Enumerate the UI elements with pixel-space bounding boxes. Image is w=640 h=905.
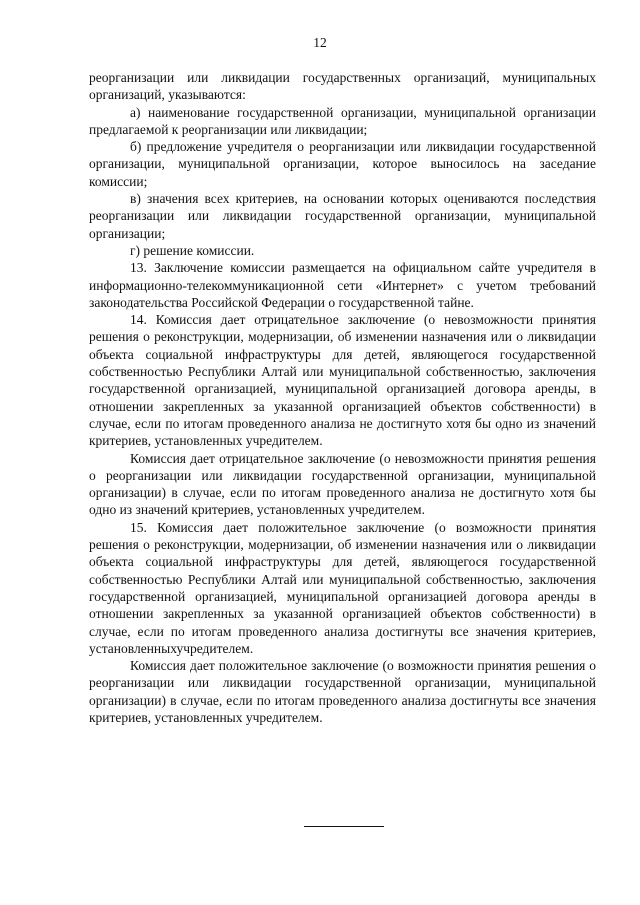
paragraph-13: 13. Заключение комиссии размещается на официальном сайте учредителя в информационно-телекоммуникационной сети «Интернет» с учетом требований законодательства Российской Федерации о государственной тайне.: [89, 260, 596, 310]
paragraph-continuation: реорганизации или ликвидации государственных организаций, муниципальных организаций, указываются:: [89, 70, 596, 103]
document-body: [89, 69, 596, 726]
paragraph-15: 15. Комиссия дает положительное заключение (о возможности принятия решения о реконструкции, модернизации, об изменении назначения или о ликвидации объекта социальной инфраструктуры для детей, являющегося государственной собственностью Республики Алтай или муниципальной собственностью, заключения государственной организацией, муниципальной организацией договора аренды в отношении закрепленных за указанной организацией объектов собственности) в случае, если по итогам проведенного анализа достигнуты все значения критериев, установленныхучредителем.: [89, 519, 596, 656]
paragraph-14-negative-reorganization: Комиссия дает отрицательное заключение (о невозможности принятия решения о реорганизации или ликвидации государственной организации, муниципальной организации) в случае, если по итогам проведенного анализа не достигнуто хотя бы одно из значений критериев, установленных учредителем.: [89, 450, 596, 518]
paragraph-15-positive-reorganization: Комиссия дает положительное заключение (о возможности принятия решения о реорганизации или ликвидации государственной организации, муниципальной организации) в случае, если по итогам проведенного анализа достигнуты все значения критериев, установленных учредителем.: [89, 658, 596, 725]
closing-rule: [304, 826, 384, 827]
page-number: 12: [313, 35, 327, 50]
paragraph-item-a: а) наименование государственной организации, муниципальной организации предлагаемой к реорганизации или ликвидации;: [89, 104, 596, 137]
paragraph-14: 14. Комиссия дает отрицательное заключение (о невозможности принятия решения о реконструкции, модернизации, об изменении назначения или о ликвидации объекта социальной инфраструктуры для детей, являющегося государственной собственностью Республики Алтай или муниципальной собственностью, заключения государственной организацией, муниципальной организацией договора аренды, в отношении закрепленных за указанной организацией объектов собственности) в случае, если по итогам проведенного анализа не достигнуто хотя бы одно из значений критериев, установленных учредителем.: [89, 312, 596, 449]
paragraph-item-b: б) предложение учредителя о реорганизации или ликвидации государственной организации, муниципальной организации, которое выносилось на заседание комиссии;: [89, 139, 596, 189]
paragraph-item-v: в) значения всех критериев, на основании которых оцениваются последствия реорганизации или ликвидации государственной организации, муниципальной организации;: [89, 191, 596, 241]
paragraph-item-g: г) решение комиссии.: [130, 242, 255, 258]
